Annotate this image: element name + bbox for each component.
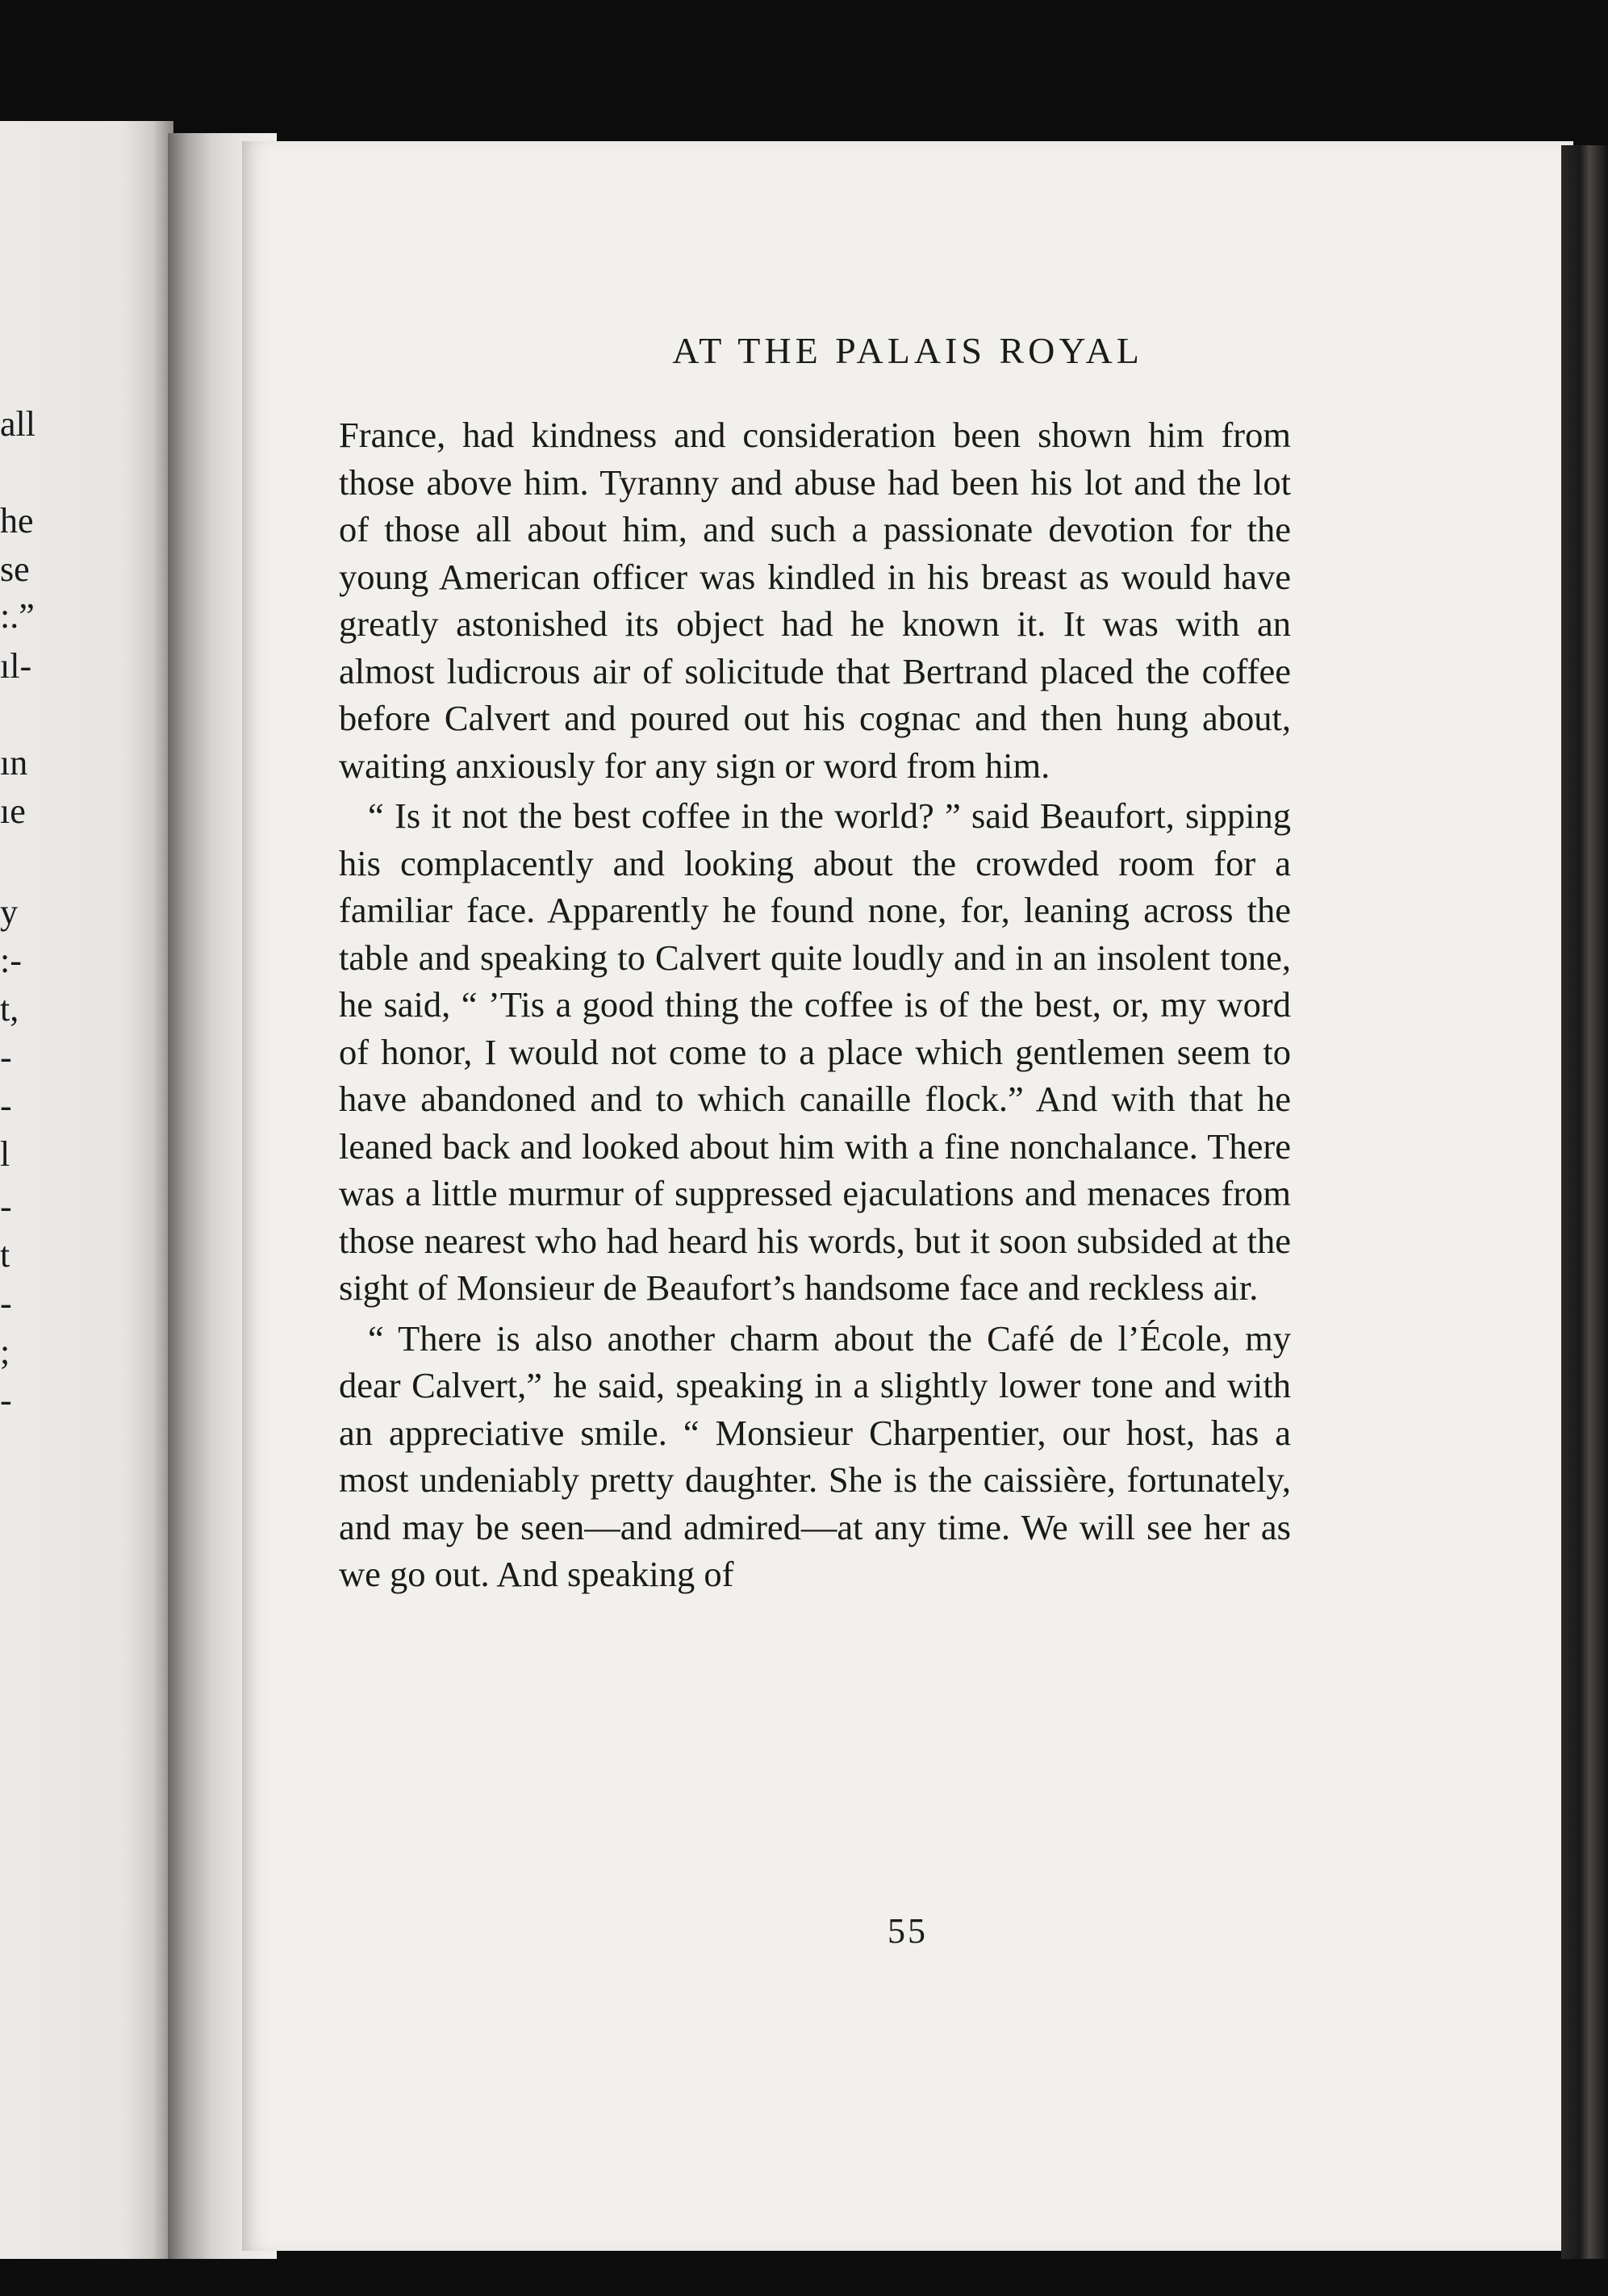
left-page-fragment: - <box>0 1037 12 1077</box>
body-text <box>339 411 1291 1598</box>
left-page-fragment: :.” <box>0 596 35 636</box>
left-page-fragment: ın <box>0 743 28 783</box>
left-page-fragment: ıl- <box>0 646 32 686</box>
background-band <box>0 2259 1608 2296</box>
left-page-fragment: - <box>0 1380 12 1420</box>
left-page-fragment: t, <box>0 989 19 1029</box>
left-page-fragment: :- <box>0 941 22 980</box>
left-page-fragment: - <box>0 1187 12 1226</box>
paragraph: “ There is also another charm about the Café de l’École, my dear Calvert,” he said, speaking in a slightly lower tone and with an appreciative smile. “ Monsieur Charpentier, our host, has a most undeniably pretty daughter. She is the caissière, fortunately, and may be seen—and admired—at any time. We will see her as we go out. And speaking of <box>339 1317 1291 1594</box>
paragraph: “ Is it not the best coffee in the world? ” said Beaufort, sipping his complacently and looking about the crowded room for a familiar face. Apparently he found none, for, leaning across the table and speaking to Calvert quite loudly and in an insolent tone, he said, “ ’Tis a good thing the coffee is of the best, or, my word of honor, I would not come to a place which gentlemen seem to have abandoned and to which canaille flock.” And with that he leaned back and looked about him with a fine nonchalance. There was a little murmur of suppressed ejaculations and menaces from those nearest who had heard his words, but it soon subsided at the sight of Monsieur de Beaufort’s handsome face and reckless air. <box>339 795 1291 1308</box>
left-page-fragment: l <box>0 1134 10 1174</box>
page-number: 55 <box>888 1911 928 1951</box>
left-page-fragment: y <box>0 892 18 932</box>
left-page-fragment: ; <box>0 1332 10 1371</box>
left-page-fragment: all <box>0 404 36 444</box>
left-page-fragment: ıe <box>0 791 26 831</box>
left-page-fragment: he <box>0 501 34 541</box>
left-page-fragment: - <box>0 1086 12 1125</box>
left-page-fragment: t <box>0 1235 10 1275</box>
left-page-fragment: - <box>0 1284 12 1323</box>
book-cover-edge <box>1561 145 1608 2296</box>
left-facing-page <box>0 121 173 2267</box>
running-head: AT THE PALAIS ROYAL <box>672 330 1143 371</box>
paragraph: France, had kindness and consideration been shown him from those above him. Tyranny and abuse had been his lot and the lot of those all about him, and such a passionate devotion for the young American officer was kindled in his breast as would have greatly astonished its object had he known it. It was with an almost ludicrous air of solicitude that Bertrand placed the coffee before Calvert and poured out his cognac and then hung about, waiting anxiously for any sign or word from him. <box>339 415 1291 786</box>
left-page-fragment: se <box>0 549 30 589</box>
